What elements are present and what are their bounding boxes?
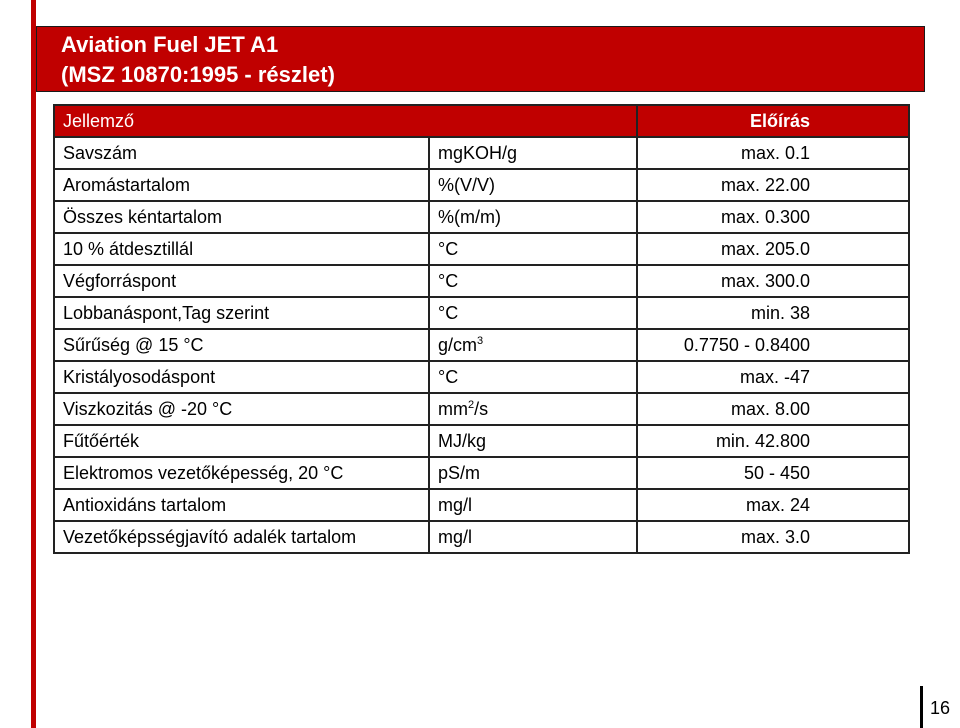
cell-property: Antioxidáns tartalom (54, 489, 429, 521)
cell-requirement: max. 3.0 (637, 521, 909, 553)
cell-unit (429, 201, 637, 233)
title-banner (36, 26, 925, 92)
table-row (54, 169, 909, 201)
cell-requirement: 50 - 450 (637, 457, 909, 489)
unit-text: °C (438, 270, 459, 291)
unit-text: mm (438, 398, 468, 419)
table-row (54, 393, 909, 425)
cell-requirement: max. 300.0 (637, 265, 909, 297)
unit-text: °C (438, 238, 459, 259)
cell-property: Vezetőképsségjavító adalék tartalom (54, 521, 429, 553)
cell-requirement: max. 22.00 (637, 169, 909, 201)
cell-property: Fűtőérték (54, 425, 429, 457)
table-row (54, 521, 909, 553)
cell-unit (429, 137, 637, 169)
cell-unit (429, 233, 637, 265)
cell-requirement: max. 0.1 (637, 137, 909, 169)
table-row (54, 489, 909, 521)
unit-text: pS/m (438, 462, 481, 483)
unit-tail: /s (474, 398, 489, 419)
cell-property: Kristályosodáspont (54, 361, 429, 393)
cell-unit (429, 489, 637, 521)
cell-property: Aromástartalom (54, 169, 429, 201)
unit-text: MJ/kg (438, 430, 487, 451)
slide-title: Aviation Fuel JET A1 (61, 32, 279, 57)
cell-property: Viszkozitás @ -20 °C (54, 393, 429, 425)
unit-superscript: 3 (477, 334, 484, 347)
table-row (54, 329, 909, 361)
cell-property: Végforráspont (54, 265, 429, 297)
cell-unit (429, 329, 637, 361)
table-row (54, 201, 909, 233)
table-body (54, 137, 909, 553)
cell-requirement: min. 38 (637, 297, 909, 329)
unit-text: °C (438, 302, 459, 323)
unit-text: %(m/m) (438, 206, 501, 227)
table-row (54, 137, 909, 169)
cell-unit (429, 265, 637, 297)
table-row (54, 265, 909, 297)
page-number: 16 (930, 698, 951, 718)
unit-text: mg/l (438, 526, 473, 547)
cell-unit (429, 297, 637, 329)
cell-requirement: max. 0.300 (637, 201, 909, 233)
left-accent-rule (31, 0, 36, 728)
cell-requirement: max. 205.0 (637, 233, 909, 265)
header-property: Jellemző (54, 105, 637, 137)
cell-property: Elektromos vezetőképesség, 20 °C (54, 457, 429, 489)
fuel-spec-table (53, 104, 910, 554)
unit-superscript: 2 (468, 398, 475, 411)
slide-subtitle: (MSZ 10870:1995 - részlet) (61, 62, 335, 87)
cell-property: Összes kéntartalom (54, 201, 429, 233)
unit-text: mgKOH/g (438, 142, 518, 163)
cell-requirement: 0.7750 - 0.8400 (637, 329, 909, 361)
cell-property: 10 % átdesztillál (54, 233, 429, 265)
table-row (54, 361, 909, 393)
cell-unit (429, 457, 637, 489)
cell-property: Lobbanáspont,Tag szerint (54, 297, 429, 329)
cell-requirement: max. 24 (637, 489, 909, 521)
unit-text: g/cm (438, 334, 478, 355)
cell-property: Savszám (54, 137, 429, 169)
cell-unit (429, 393, 637, 425)
cell-unit (429, 425, 637, 457)
cell-unit (429, 361, 637, 393)
unit-text: mg/l (438, 494, 473, 515)
cell-requirement: max. 8.00 (637, 393, 909, 425)
cell-requirement: max. -47 (637, 361, 909, 393)
page-number-divider (920, 686, 923, 728)
cell-unit (429, 169, 637, 201)
unit-text: %(V/V) (438, 174, 496, 195)
cell-unit (429, 521, 637, 553)
table-header-row (54, 105, 909, 137)
table-row (54, 457, 909, 489)
table-row (54, 297, 909, 329)
header-requirement: Előírás (637, 105, 909, 137)
unit-text: °C (438, 366, 459, 387)
table-row (54, 233, 909, 265)
table-row (54, 425, 909, 457)
cell-property: Sűrűség @ 15 °C (54, 329, 429, 361)
cell-requirement: min. 42.800 (637, 425, 909, 457)
